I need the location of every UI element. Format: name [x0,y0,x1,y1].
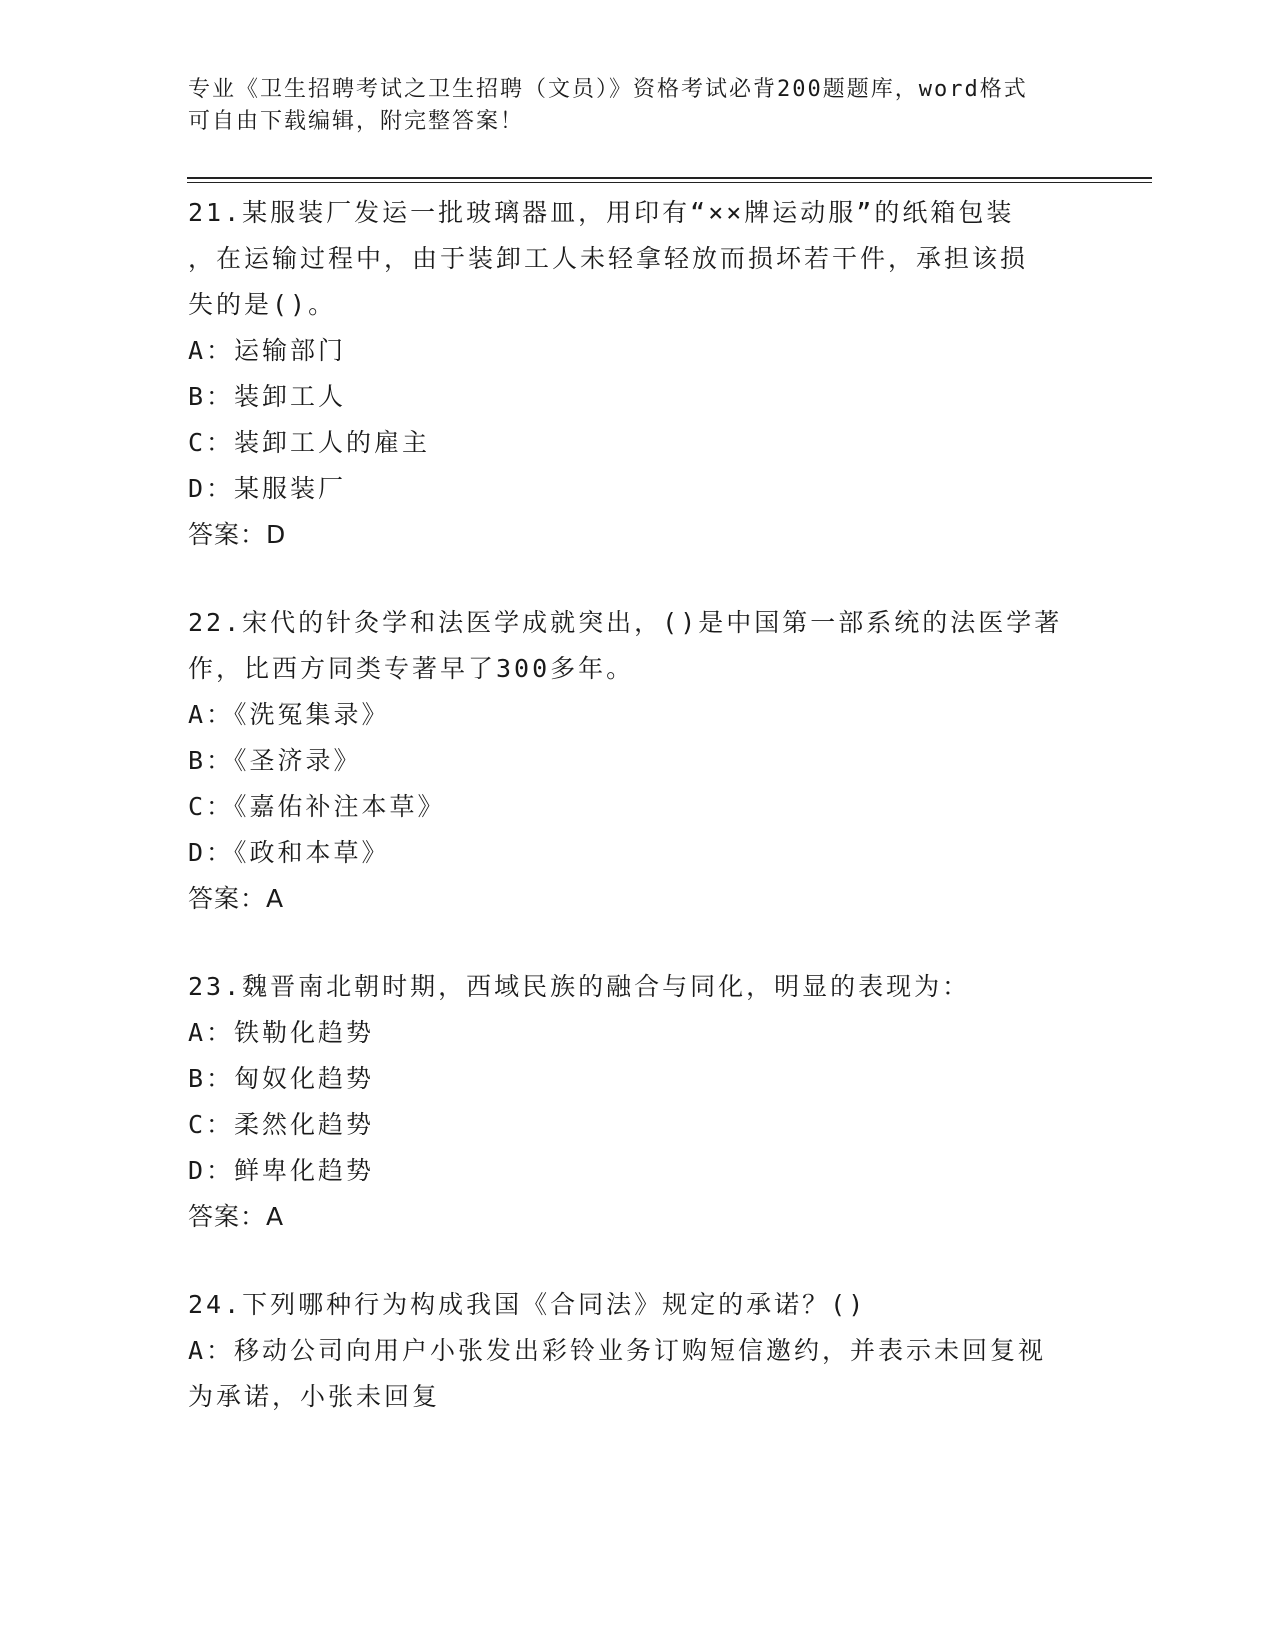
question-list [188,190,1078,1462]
question-item [188,964,1078,1240]
answer-key: 答案：A [188,1202,285,1231]
answer-option [188,1056,1078,1102]
answer-option-line: D：鲜卑化趋势 [188,1156,375,1185]
answer-option-line: A：《洗冤集录》 [188,700,390,729]
document-header [188,74,1068,138]
question-item [188,600,1078,922]
answer-option-line: A：移动公司向用户小张发出彩铃业务订购短信邀约，并表示未回复视 [188,1336,1047,1365]
answer-key: 答案：A [188,884,285,913]
header-divider-thin [187,182,1152,183]
answer-option-line: C：《嘉佑补注本草》 [188,792,446,821]
question-stem-line: 24.下列哪种行为构成我国《合同法》规定的承诺？() [188,1290,867,1319]
answer-option-line: C：装卸工人的雇主 [188,428,431,457]
answer-option-line: 为承诺，小张未回复 [188,1382,441,1411]
answer-option [188,784,1078,830]
answer-option [188,1010,1078,1056]
question-stem-line: 失的是()。 [188,290,337,319]
question-stem [188,964,1078,1010]
question-item [188,190,1078,558]
question-stem-line: 作，比西方同类专著早了300多年。 [188,654,635,683]
question-stem [188,190,1078,328]
answer-option [188,830,1078,876]
header-line-1: 专业《卫生招聘考试之卫生招聘（文员）》资格考试必背200题题库，word格式 [188,77,1028,102]
answer-option [188,1102,1078,1148]
answer-option [188,692,1078,738]
answer-option-line: A：铁勒化趋势 [188,1018,375,1047]
answer-option [188,328,1078,374]
answer-option [188,738,1078,784]
answer-option [188,1328,1078,1420]
question-stem [188,1282,1078,1328]
question-stem-line: ，在运输过程中，由于装卸工人未轻拿轻放而损坏若干件，承担该损 [188,244,1029,273]
header-divider-thick [187,177,1152,179]
question-stem [188,600,1078,692]
answer-option [188,1148,1078,1194]
answer-option [188,466,1078,512]
question-item [188,1282,1078,1420]
answer-option-line: B：《圣济录》 [188,746,362,775]
question-stem-line: 23.魏晋南北朝时期，西域民族的融合与同化，明显的表现为： [188,972,971,1001]
header-line-2: 可自由下载编辑，附完整答案！ [188,109,525,134]
answer-option-line: A：运输部门 [188,336,347,365]
answer-option-line: C：柔然化趋势 [188,1110,375,1139]
answer-option [188,420,1078,466]
answer-option-line: D：《政和本草》 [188,838,390,867]
answer-key: 答案：D [188,520,287,549]
answer-option-line: B：匈奴化趋势 [188,1064,375,1093]
question-stem-line: 22.宋代的针灸学和法医学成就突出，()是中国第一部系统的法医学著 [188,608,1063,637]
answer-option-line: B：装卸工人 [188,382,347,411]
answer-option-line: D：某服装厂 [188,474,347,503]
question-stem-line: 21.某服装厂发运一批玻璃器皿，用印有“××牌运动服”的纸箱包装 [188,198,1015,227]
answer-option [188,374,1078,420]
